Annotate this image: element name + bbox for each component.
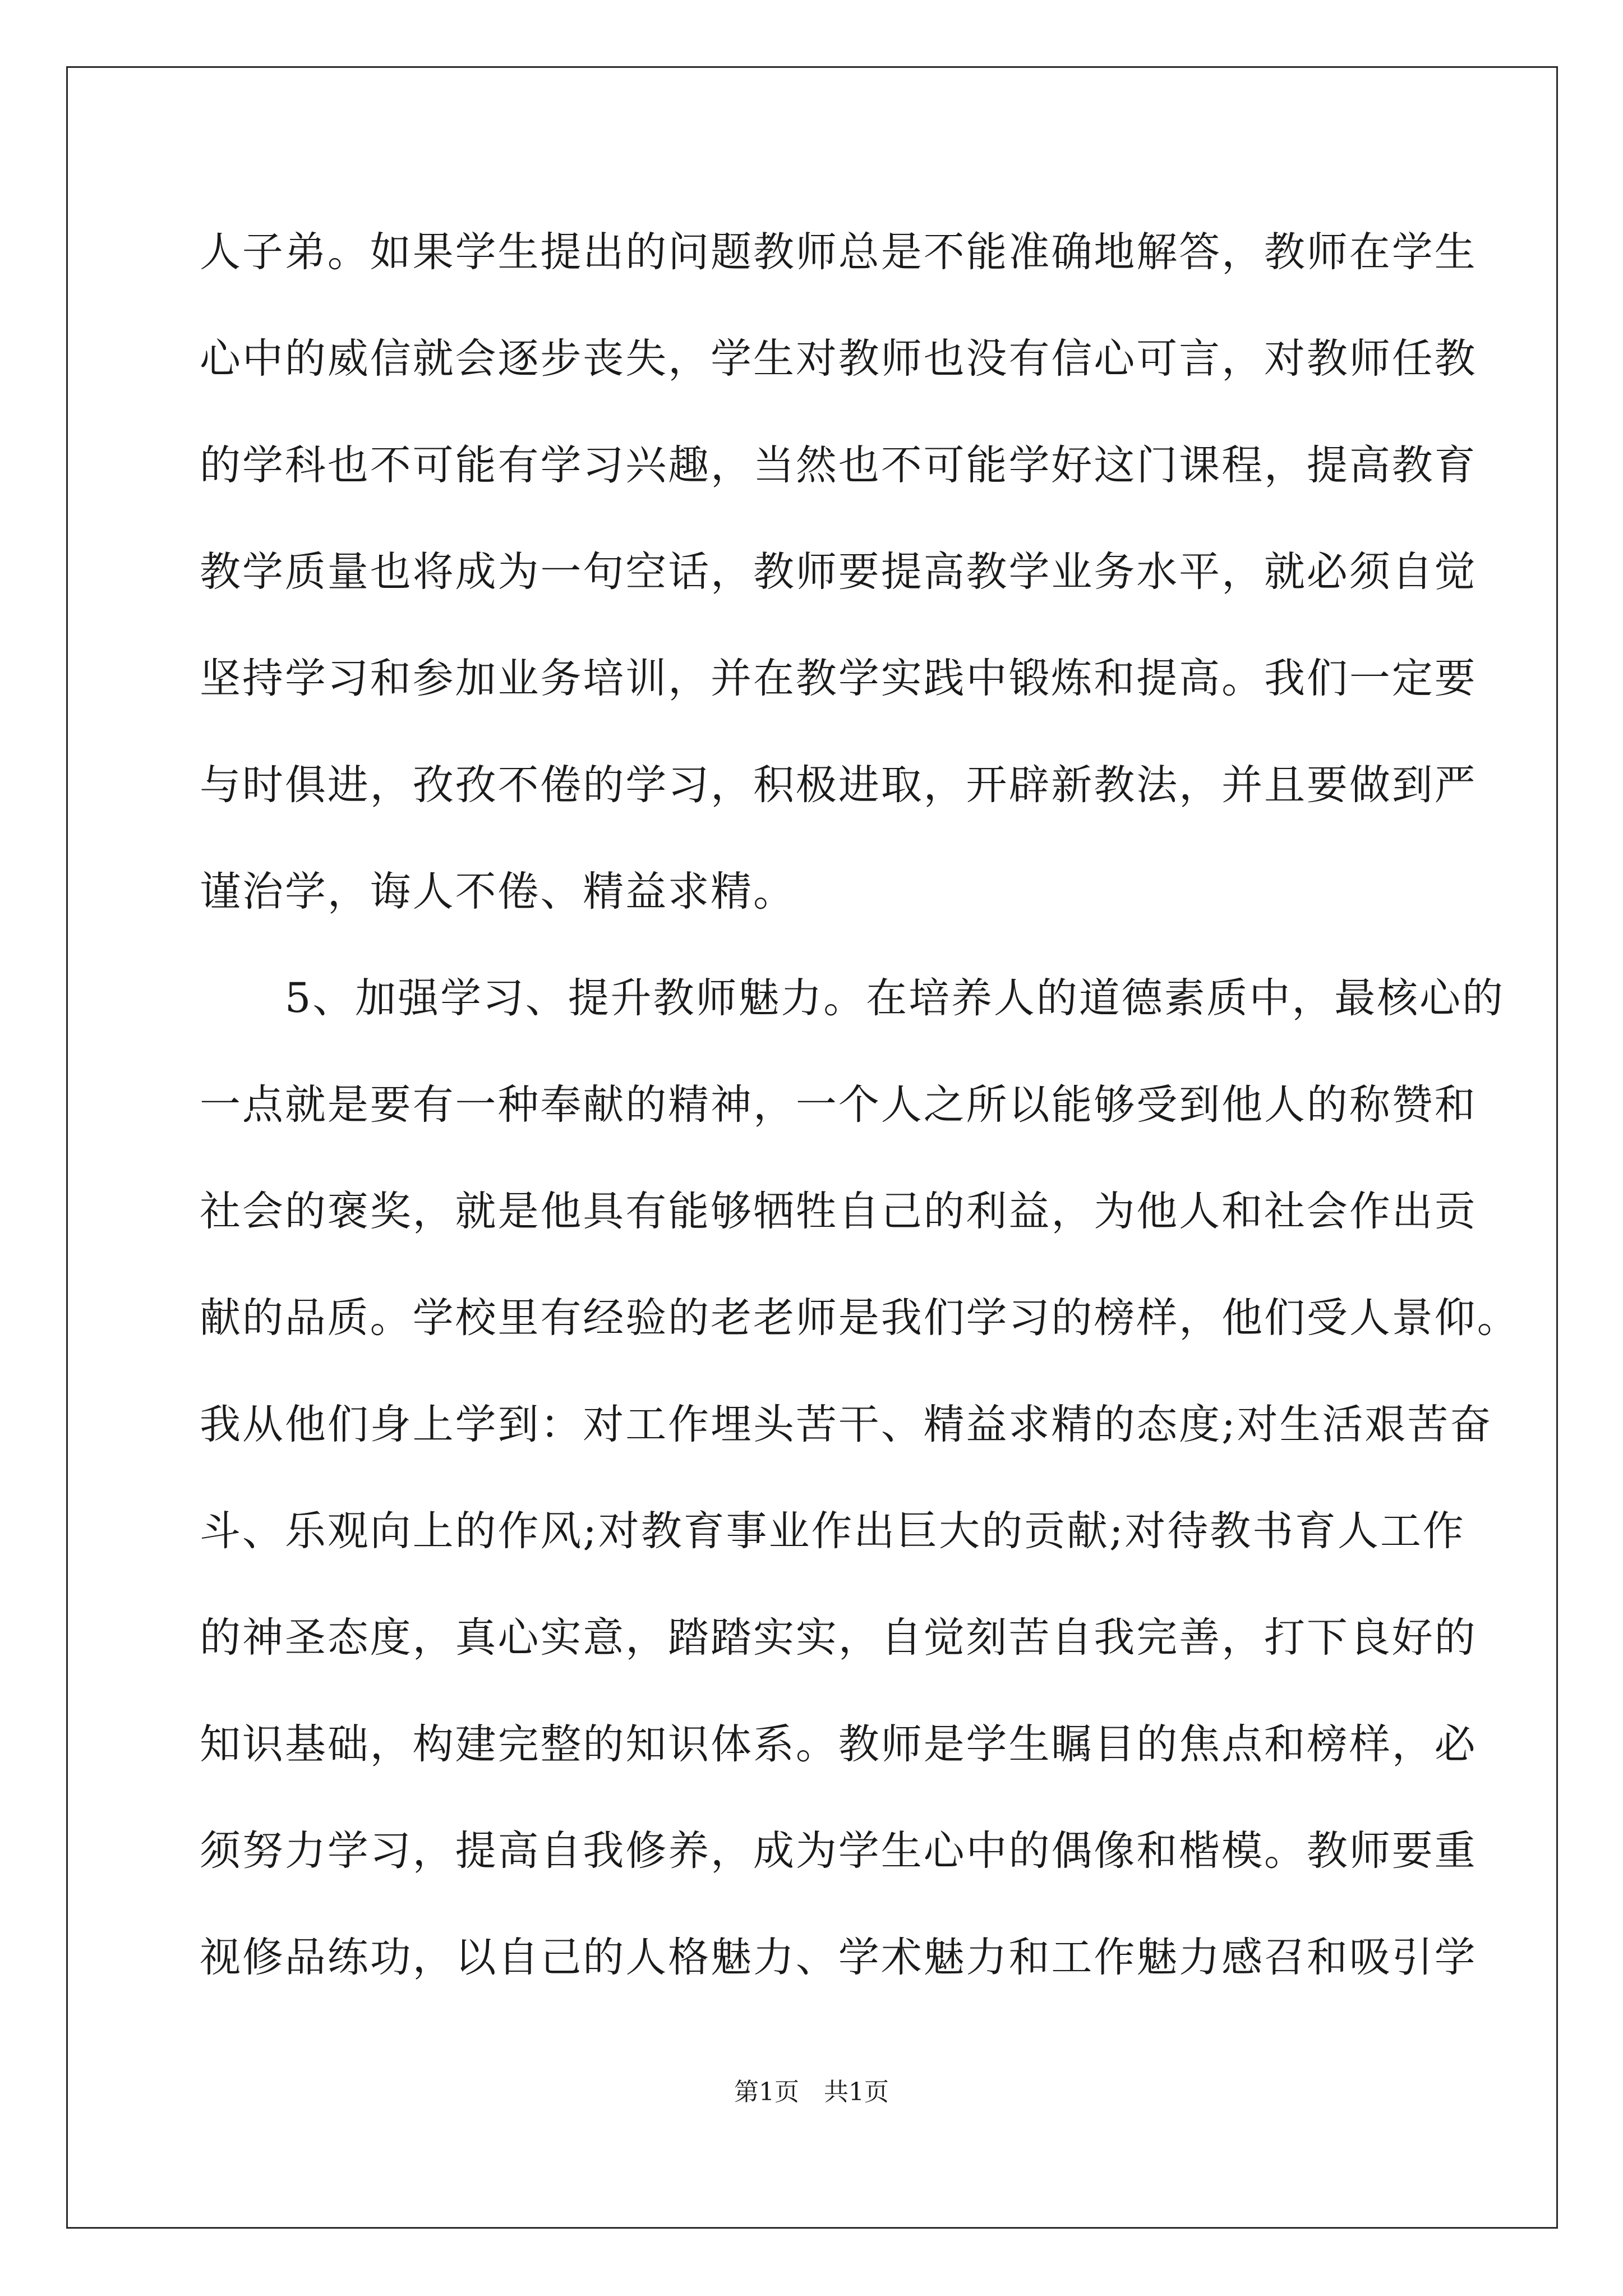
text-line: 人子弟。如果学生提出的问题教师总是不能准确地解答，教师在学生: [200, 228, 1477, 276]
page-border: [66, 66, 1558, 2229]
text-line: 献的品质。学校里有经验的老老师是我们学习的榜样，他们受人景仰。: [200, 1294, 1520, 1342]
page-number-footer: 第1页 共1页: [734, 2078, 889, 2106]
text-line: 与时俱进，孜孜不倦的学习，积极进取，开辟新教法，并且要做到严: [200, 761, 1477, 809]
text-line: 我从他们身上学到：对工作埋头苦干、精益求精的态度;对生活艰苦奋: [200, 1401, 1493, 1448]
text-line: 谨治学，诲人不倦、精益求精。: [200, 868, 796, 915]
text-line: 的学科也不可能有学习兴趣，当然也不可能学好这门课程，提高教育: [200, 441, 1477, 489]
text-line: 的神圣态度，真心实意，踏踏实实，自觉刻苦自我完善，打下良好的: [200, 1614, 1477, 1662]
text-line: 教学质量也将成为一句空话，教师要提高教学业务水平，就必须自觉: [200, 548, 1477, 596]
text-line: 坚持学习和参加业务培训，并在教学实践中锻炼和提高。我们一定要: [200, 655, 1477, 702]
text-line: 视修品练功，以自己的人格魅力、学术魅力和工作魅力感召和吸引学: [200, 1934, 1477, 1981]
text-line: 斗、乐观向上的作风;对教育事业作出巨大的贡献;对待教书育人工作: [200, 1507, 1465, 1555]
text-line: 社会的褒奖，就是他具有能够牺牲自己的利益，为他人和社会作出贡: [200, 1188, 1477, 1235]
text-line: 一点就是要有一种奉献的精神，一个人之所以能够受到他人的称赞和: [200, 1081, 1477, 1129]
text-line: 5、加强学习、提升教师魅力。在培养人的道德素质中，最核心的: [200, 974, 1505, 1022]
text-line: 心中的威信就会逐步丧失，学生对教师也没有信心可言，对教师任教: [200, 335, 1477, 383]
text-line: 须努力学习，提高自我修养，成为学生心中的偶像和楷模。教师要重: [200, 1827, 1477, 1875]
text-line: 知识基础，构建完整的知识体系。教师是学生瞩目的焦点和榜样，必: [200, 1720, 1477, 1768]
